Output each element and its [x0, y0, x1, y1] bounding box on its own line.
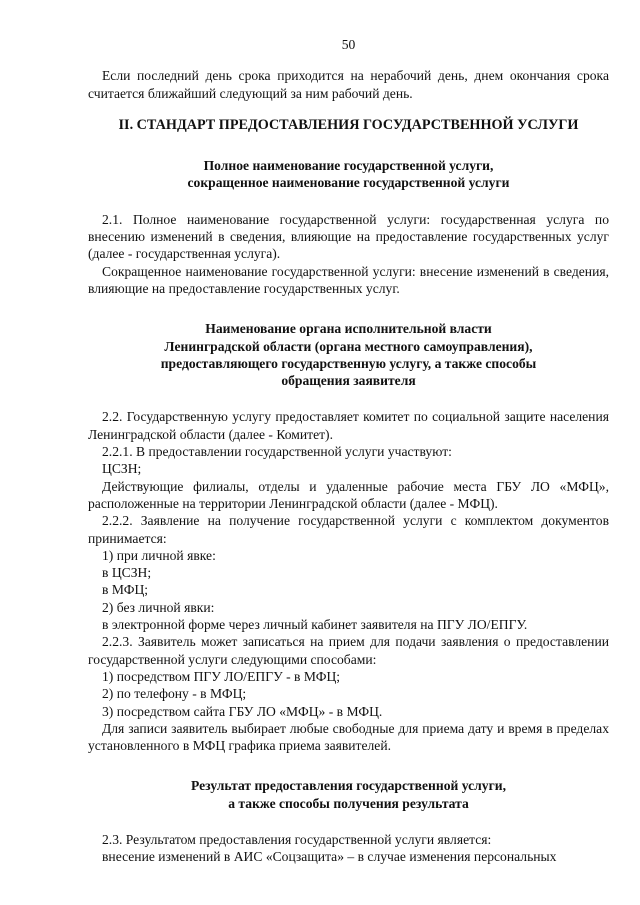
paragraph: 2.1. Полное наименование государственной услуги: государственная услуга по внесению изменений в сведения, влияющие на предоставление государственных услуг (далее - государственная услуга). — [88, 211, 609, 262]
list-item: в МФЦ; — [102, 582, 149, 598]
paragraph: Для записи заявитель выбирает любые свободные для приема дату и время в пределах установленного в МФЦ графика приема заявителей. — [88, 720, 609, 754]
chapter-title: II. СТАНДАРТ ПРЕДОСТАВЛЕНИЯ ГОСУДАРСТВЕННОЙ УСЛУГИ — [118, 116, 579, 133]
paragraph: 2.3. Результатом предоставления государственной услуги является: — [102, 831, 492, 847]
page-number: 50 — [341, 37, 356, 52]
paragraph: 2.2.3. Заявитель может записаться на прием для подачи заявления о предоставлении государственной услуги следующими способами: — [88, 634, 609, 667]
section-title-line: Результат предоставления государственной услуги, — [191, 778, 506, 794]
section-title-line: Полное наименование государственной услуги, — [203, 158, 494, 174]
paragraph: 2.2. Государственную услугу предоставляет комитет по социальной защите населения Ленинградской области (далее - Комитет). — [88, 409, 609, 442]
section-title-line: а также способы получения результата — [228, 795, 469, 811]
section-title-line: сокращенное наименование государственной услуги — [187, 175, 510, 191]
list-item: в ЦСЗН; — [102, 565, 152, 581]
list-item: в электронной форме через личный кабинет заявителя на ПГУ ЛО/ЕПГУ. — [102, 617, 528, 633]
paragraph: 2.2.2. Заявление на получение государственной услуги с комплектом документов принимается: — [88, 513, 609, 546]
paragraph: внесение изменений в АИС «Соцзащита» – в случае изменения персональных — [102, 849, 557, 865]
section-title-authority — [88, 320, 609, 389]
section-title-line: Наименование органа исполнительной власти — [205, 321, 492, 337]
list-item: 1) при личной явке: — [102, 547, 216, 563]
paragraph: 2.2.1. В предоставлении государственной услуги участвуют: — [102, 444, 452, 460]
paragraph: Действующие филиалы, отделы и удаленные рабочие места ГБУ ЛО «МФЦ», расположенные на территории Ленинградской области (далее - МФЦ). — [88, 478, 609, 511]
list-item: 3) посредством сайта ГБУ ЛО «МФЦ» - в МФЦ. — [102, 703, 383, 719]
intro-paragraph: Если последний день срока приходится на нерабочий день, днем окончания срока считается ближайший следующий за ним рабочий день. — [88, 68, 609, 101]
section-title-full-name — [88, 157, 609, 192]
section-title-line: обращения заявителя — [281, 373, 416, 389]
section-title-line: Ленинградской области (органа местного самоуправления), — [164, 338, 533, 354]
list-item: 2) без личной явки: — [102, 599, 215, 615]
list-item: 2) по телефону - в МФЦ; — [102, 686, 247, 702]
section-title-result — [88, 777, 609, 812]
section-title-line: предоставляющего государственную услугу, а также способы — [160, 355, 537, 371]
list-item: ЦСЗН; — [102, 461, 142, 477]
list-item: 1) посредством ПГУ ЛО/ЕПГУ - в МФЦ; — [102, 668, 341, 684]
paragraph: Сокращенное наименование государственной услуги: внесение изменений в сведения, влияющие на предоставление государственных услуг. — [88, 263, 609, 296]
